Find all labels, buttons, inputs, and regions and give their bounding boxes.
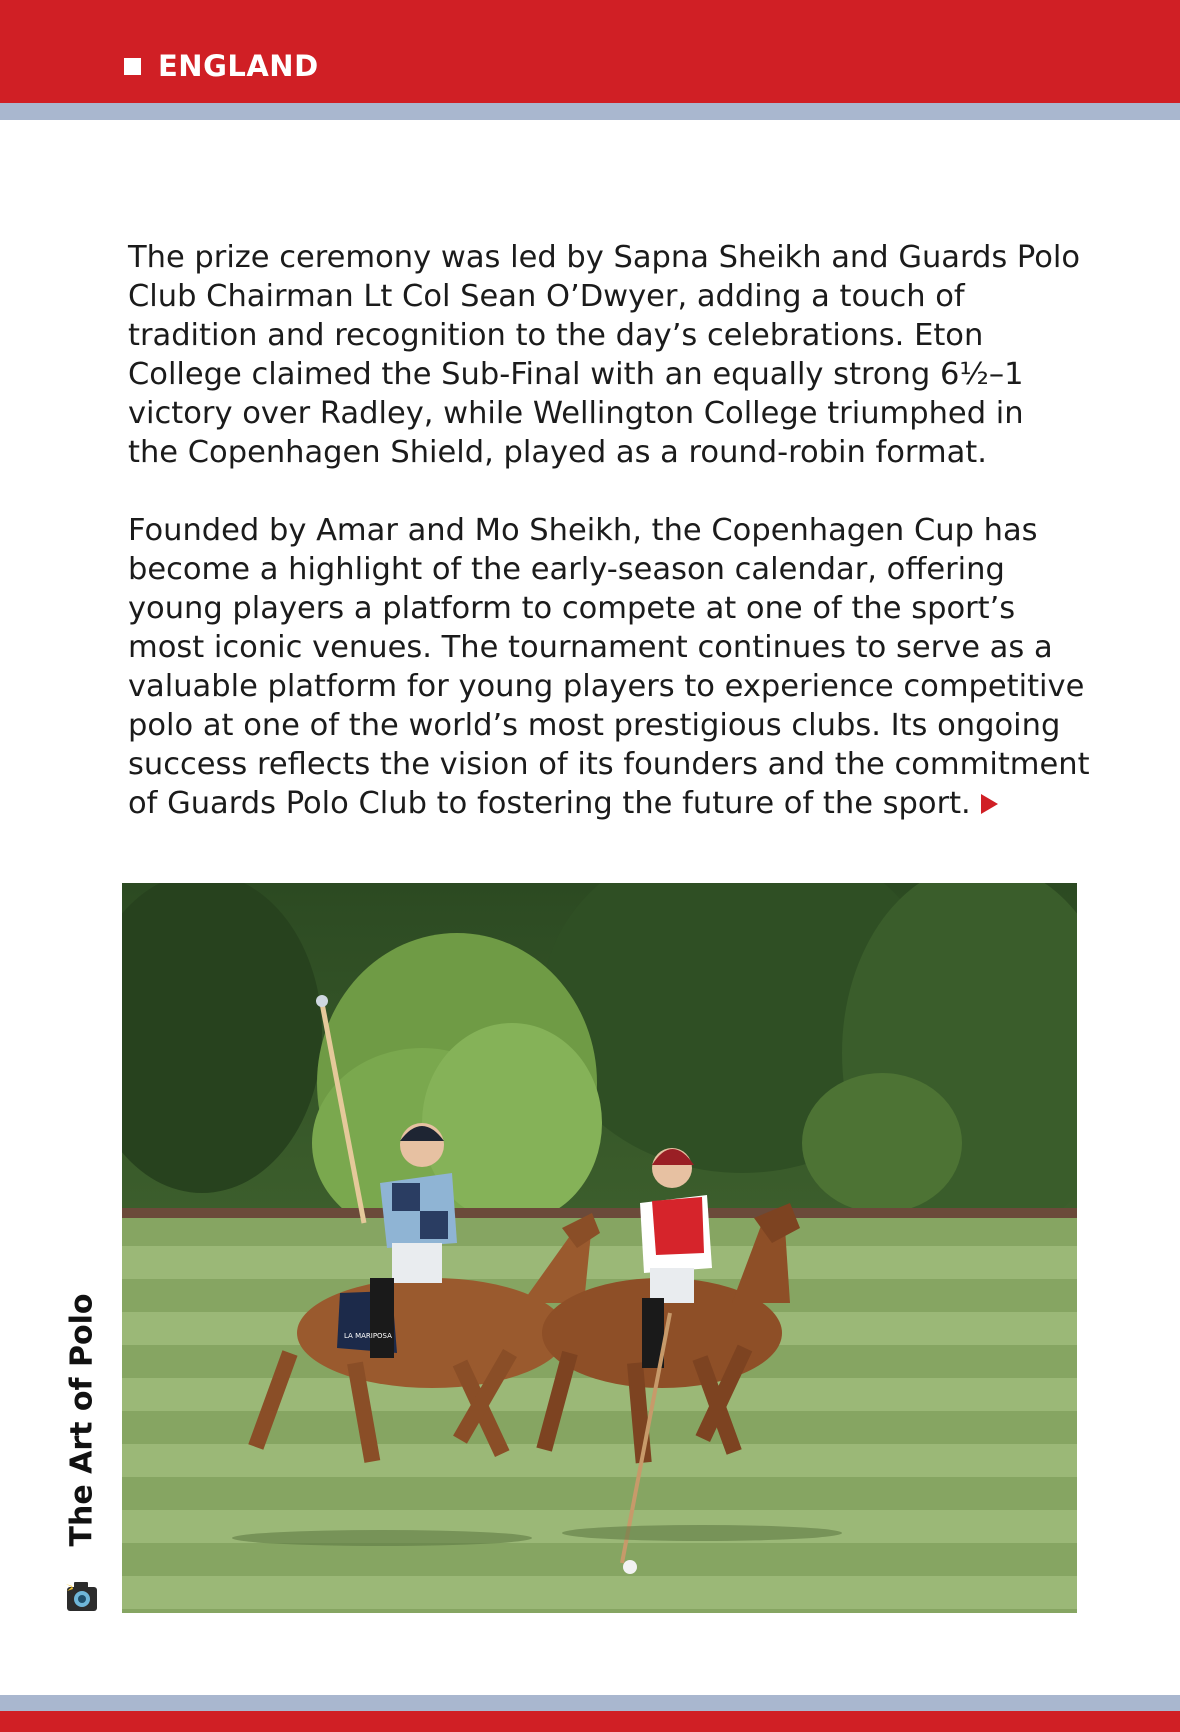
text-line: become a highlight of the early-season calendar, offering xyxy=(128,552,1005,587)
text-line: Founded by Amar and Mo Sheikh, the Copenhagen Cup has xyxy=(128,513,1038,548)
text-line: polo at one of the world’s most prestigious clubs. Its ongoing xyxy=(128,708,1061,743)
text-line: victory over Radley, while Wellington College triumphed in xyxy=(128,396,1024,431)
footer-stripe xyxy=(0,1695,1180,1711)
text-line: The prize ceremony was led by Sapna Sheikh and Guards Polo xyxy=(128,240,1081,275)
text-line: most iconic venues. The tournament continues to serve as a xyxy=(128,630,1053,665)
publication-title: The Art of Polo xyxy=(64,1293,100,1547)
text-line: Club Chairman Lt Col Sean O’Dwyer, adding a touch of xyxy=(128,279,965,314)
text-line: the Copenhagen Shield, played as a round-robin format. xyxy=(128,435,987,470)
text-line: young players a platform to compete at one of the sport’s xyxy=(128,591,1016,626)
text-line: of Guards Polo Club to fostering the future of the sport. xyxy=(128,786,971,821)
paragraph-2 xyxy=(128,511,1088,823)
end-of-article-icon xyxy=(981,794,998,814)
text-line: success reflects the vision of its founders and the commitment xyxy=(128,747,1090,782)
text-line: College claimed the Sub-Final with an equally strong 6½–1 xyxy=(128,357,1024,392)
square-bullet-icon xyxy=(124,58,141,75)
footer-bar xyxy=(0,1711,1180,1732)
header-stripe xyxy=(0,103,1180,120)
polo-photo xyxy=(122,883,1077,1613)
camera-icon xyxy=(64,1578,100,1614)
section-label xyxy=(124,46,319,86)
saddle-cloth-text: LA MARIPOSA xyxy=(344,1332,392,1340)
text-line: valuable platform for young players to experience competitive xyxy=(128,669,1085,704)
text-line: tradition and recognition to the day’s celebrations. Eton xyxy=(128,318,984,353)
paragraph-1 xyxy=(128,238,1088,472)
section-label-text: ENGLAND xyxy=(158,49,319,83)
article-body xyxy=(128,238,1088,823)
